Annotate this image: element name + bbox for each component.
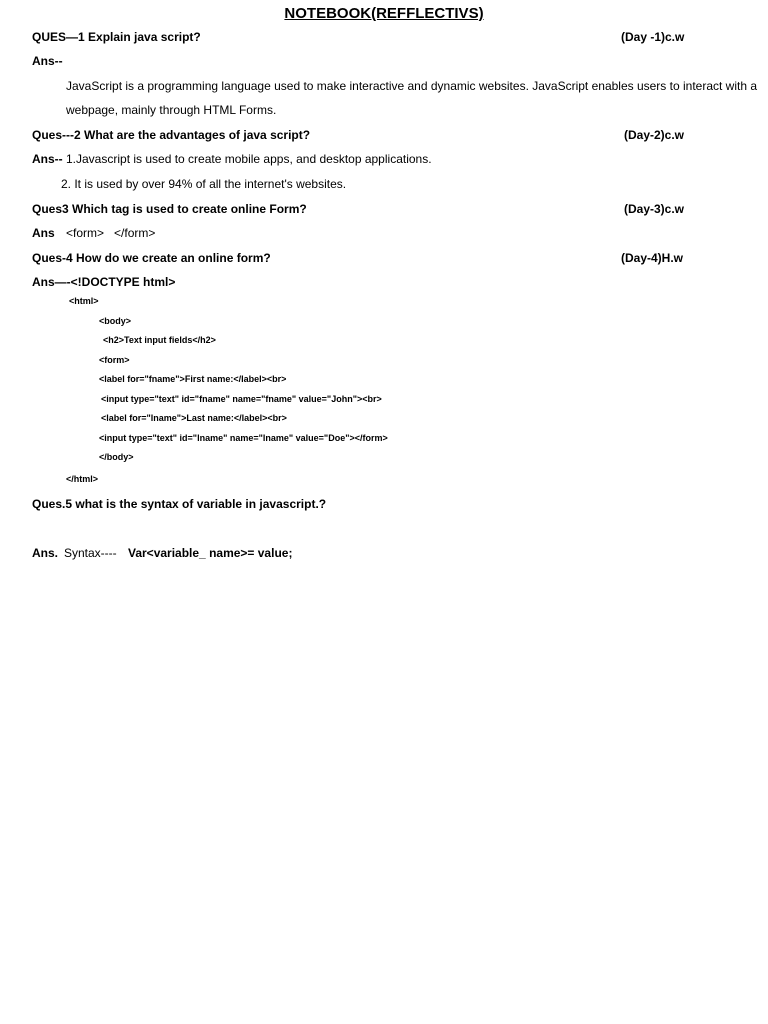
code-line: <h2>Text input fields</h2> [103,335,216,345]
question-5: Ques.5 what is the syntax of variable in javascript.? [32,497,327,511]
question-1-day: (Day -1)c.w [621,30,685,44]
answer-2-point-2: 2. It is used by over 94% of all the internet's websites. [61,177,347,191]
code-line: <label for="fname">First name:</label><br> [99,374,287,384]
code-line: </body> [99,452,134,462]
code-line: <body> [99,316,132,326]
answer-3-text: <form> </form> [66,226,156,240]
answer-1-label: Ans-- [32,54,63,68]
code-line: <input type="text" id="fname" name="fname" value="John"><br> [101,394,382,404]
answer-3-label: Ans [32,226,55,240]
code-line: </html> [66,474,99,484]
answer-5-syntax-label: Syntax---- [64,546,117,560]
answer-2-point-1: 1.Javascript is used to create mobile apps, and desktop applications. [66,152,432,166]
question-1: QUES—1 Explain java script? [32,30,201,44]
answer-2-label: Ans-- [32,152,63,166]
code-line: <label for="lname">Last name:</label><br> [101,413,287,423]
answer-5-label: Ans. [32,546,59,560]
question-3-day: (Day-3)c.w [624,202,685,216]
answer-4-label: Ans—-<!DOCTYPE html> [32,275,176,289]
answer-1-line-1: JavaScript is a programming language used to make interactive and dynamic websites. JavaScript enables users to interact with a [66,79,758,93]
code-line: <form> [99,355,130,365]
page-title: NOTEBOOK(REFFLECTIVS) [284,5,484,22]
code-line: <html> [69,296,99,306]
question-2-day: (Day-2)c.w [624,128,685,142]
question-4: Ques-4 How do we create an online form? [32,251,271,265]
question-4-day: (Day-4)H.w [621,251,684,265]
question-2: Ques---2 What are the advantages of java script? [32,128,311,142]
answer-1-line-2: webpage, mainly through HTML Forms. [66,103,277,117]
question-3: Ques3 Which tag is used to create online Form? [32,202,307,216]
answer-5-syntax: Var<variable_ name>= value; [128,546,293,560]
code-line: <input type="text" id="lname" name="lname" value="Doe"></form> [99,433,388,443]
